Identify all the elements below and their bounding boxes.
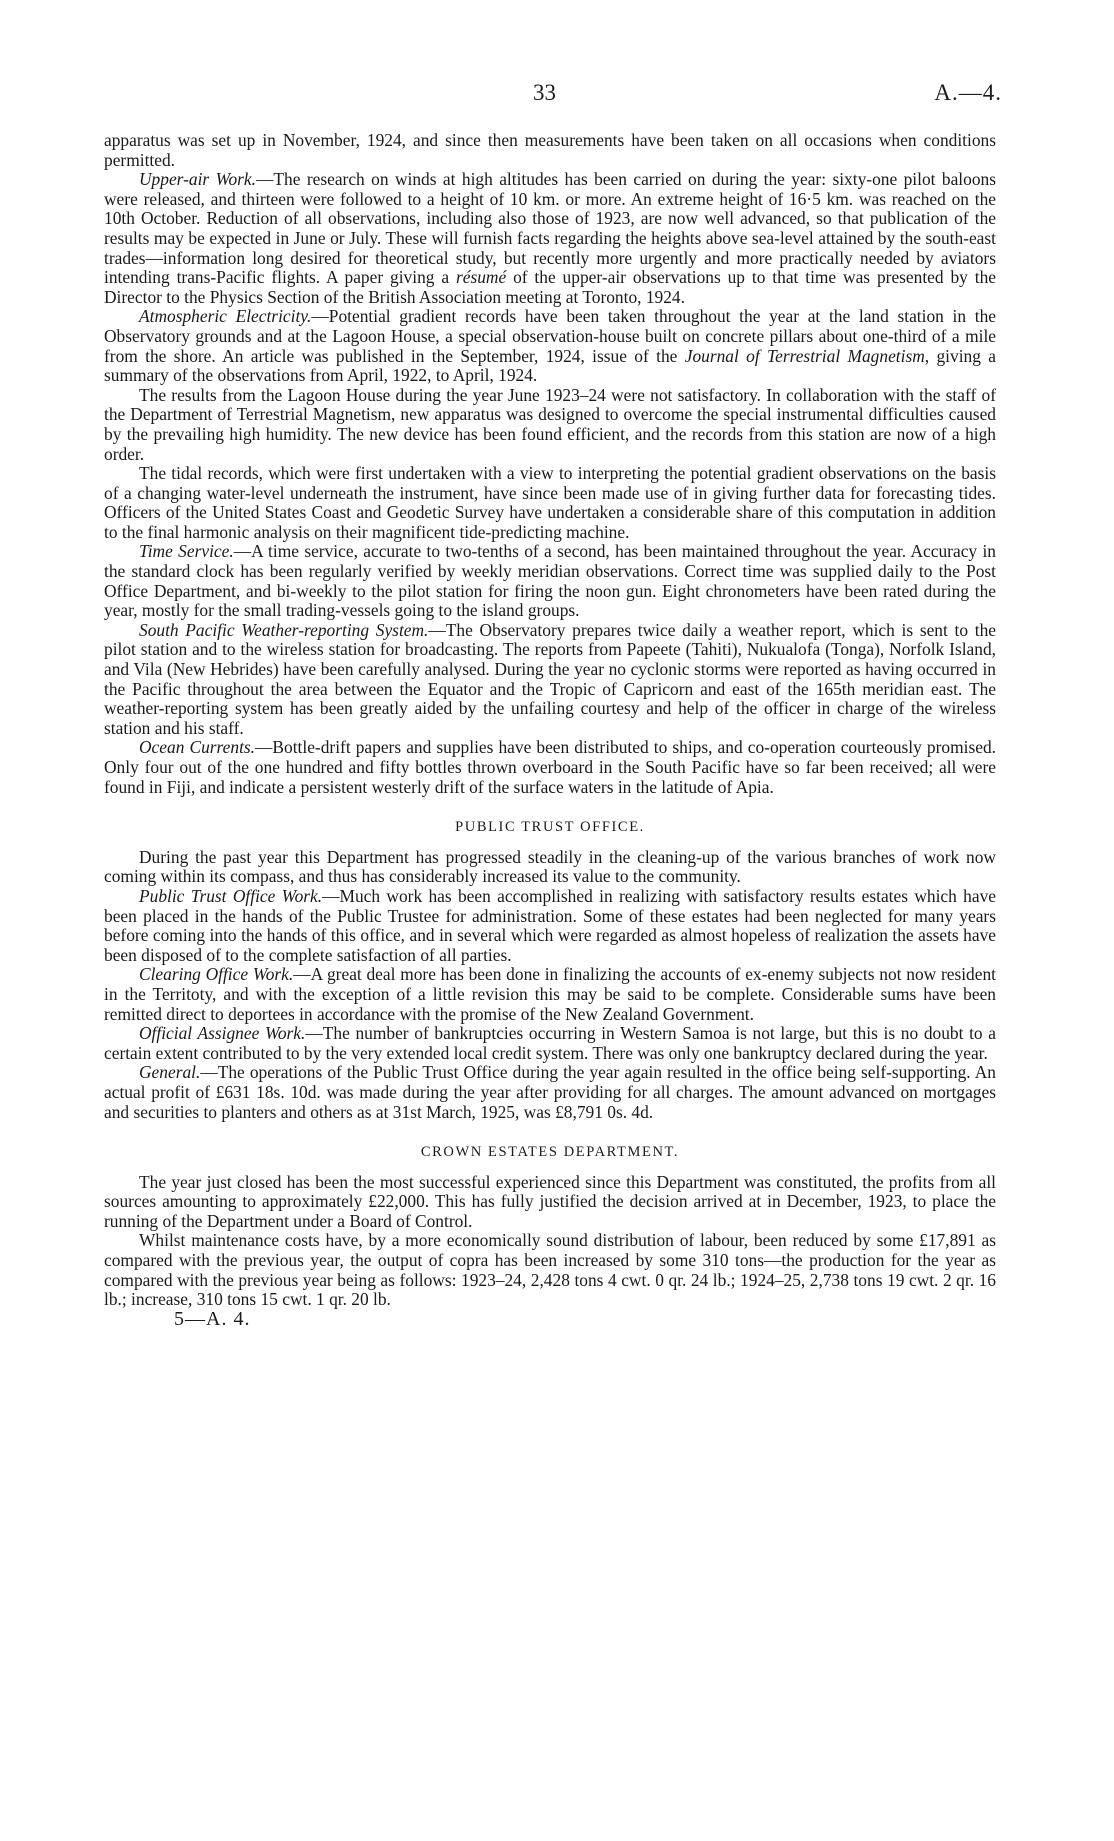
assignee-heading: Official Assignee Work. [139, 1023, 306, 1044]
paragraph-time-service [104, 542, 996, 620]
crown-estates-title: CROWN ESTATES DEPARTMENT. [420, 1144, 680, 1161]
paragraph-upper-air [104, 170, 996, 307]
general-heading: General. [139, 1062, 201, 1083]
clearing-heading: Clearing Office Work. [139, 964, 294, 985]
assignee-text: —The number of bankruptcies occurring in Western Samoa is not large, but this is no doubt to a certain extent contributed to by the very extended local credit system. There was only one bankruptcy declared during the year. [104, 1023, 996, 1063]
paragraph-atmospheric [104, 307, 996, 385]
paragraph-ocean [104, 738, 996, 797]
pto-heading: Public Trust Office Work. [139, 885, 323, 906]
weather-heading: South Pacific Weather-reporting System. [139, 619, 429, 640]
paragraph-crown-estates-1: The year just closed has been the most successful experienced since this Department was constituted, the profits from all sources amounting to approximately £22,000. This has fully justified the decision arrived at in December, 1923, to place the running of the Department under a Board of Control. [104, 1171, 996, 1231]
weather-text: —The Observatory prepares twice daily a weather report, which is sent to the pilot station and to the wireless station for broadcasting. The reports from Papeete (Tahiti), Nukualofa (Tonga), Norfolk Island, and Vila (New Hebrides) have been carefully analysed. During the year no cyclonic storms were reported as having occurred in the Pacific throughout the area between the Equator and the Tropic of Capricorn and east of the 165th meridian east. The weather-reporting system has been greatly aided by the unfailing courtesy and help of the officer in charge of the wireless station and his staff. [104, 619, 996, 738]
journal-title: Journal of Terrestrial Magnetism [684, 345, 925, 366]
footer-signature: 5—A. 4. [174, 1307, 251, 1330]
page-header [0, 80, 1114, 110]
clearing-text: —A great deal more has been done in finalizing the accounts of ex-enemy subjects not now resident in the Territoty, and with the exception of a little revision this may be said to be complete. Considerable sums have been remitted direct to deportees in accordance with the promise of the New Zealand Government. [104, 964, 996, 1024]
document-reference: A.—4. [934, 80, 1002, 105]
paragraph-public-trust-intro: During the past year this Department has progressed steadily in the cleaning-up of the various branches of work now coming within its compass, and thus has considerably increased its value to the community. [104, 846, 996, 887]
general-text: —The operations of the Public Trust Office during the year again resulted in the office being self-supporting. An actual profit of £631 18s. 10d. was made during the year after providing for all charges. The amount advanced on mortgages and securities to planters and others as at 31st March, 1925, was £8,791 0s. 4d. [104, 1062, 996, 1122]
paragraph-tidal: The tidal records, which were first undertaken with a view to interpreting the potential gradient observations on the basis of a changing water-level underneath the instrument, have since been made use of in giving further data for forecasting tides. Officers of the United States Coast and Geodetic Survey have undertaken a considerable share of this computation in addition to the final harmonic analysis on their magnificent tide-predicting machine. [104, 463, 996, 542]
page-number: 33 [533, 80, 556, 105]
ocean-heading: Ocean Currents. [139, 737, 256, 758]
upper-air-heading: Upper-air Work. [139, 169, 256, 190]
time-service-text: —A time service, accurate to two-tenths of a second, has been maintained throughout the year. Accuracy in the standard clock has been regularly verified by weekly meridian observations. Correct time was supplied daily to the Post Office Department, and bi-weekly to the pilot station for firing the noon gun. Eight chronometers have been rated during the year, mostly for the small trading-vessels going to the island groups. [104, 541, 996, 621]
paragraph-clearing-office [104, 965, 996, 1024]
body-text [104, 131, 996, 1329]
atmospheric-text2: , giving a summary of the observations from April, 1922, to April, 1924. [104, 345, 996, 386]
paragraph-official-assignee [104, 1024, 996, 1063]
upper-air-text: —The research on winds at high altitudes has been carried on during the year: sixty-one pilot baloons were released, and thirteen were followed to a height of 10 km. or more. An extreme height of 16·5 km. was reached on the 10th October. Reduction of all observations, including also those of 1923, are now well advanced, so that publication of the results may be expected in June or July. These will furnish facts regarding the heights above sea-level attained by the south-east trades—information long desired for theoretical study, but recently more urgently and more practically needed by aviators intending trans-Pacific flights. A paper giving a [104, 169, 996, 288]
time-service-heading: Time Service. [139, 541, 234, 562]
paragraph-apparatus: apparatus was set up in November, 1924, and since then measurements have been taken on all occasions when conditions permitted. [104, 130, 996, 170]
paragraph-crown-estates-2: Whilst maintenance costs have, by a more economically sound distribution of labour, been reduced by some £17,891 as compared with the previous year, the output of copra has been increased by some 310 tons—the production for the year as compared with the previous year being as follows: 1923–24, 2,428 tons 4 cwt. 0 qr. 24 lb.; 1924–25, 2,738 tons 19 cwt. 2 qr. 16 lb.; increase, 310 tons 15 cwt. 1 qr. 20 lb. [104, 1230, 996, 1310]
ocean-text: —Bottle-drift papers and supplies have been distributed to ships, and co-operation courteously promised. Only four out of the one hundred and fifty bottles thrown overboard in the South Pacific have so far been received; all were found in Fiji, and indicate a persistent westerly drift of the surface waters in the latitude of Apia. [104, 737, 996, 797]
public-trust-title: PUBLIC TRUST OFFICE. [455, 819, 645, 836]
paragraph-lagoon: The results from the Lagoon House during the year June 1923–24 were not satisfactory. In collaboration with the staff of the Department of Terrestrial Magnetism, new apparatus was designed to overcome the special instrumental difficulties caused by the prevailing high humidity. The new device has been found efficient, and the records from this station are now of a high order. [104, 384, 996, 464]
atmospheric-text: —Potential gradient records have been taken throughout the year at the land station in the Observatory grounds and at the Lagoon House, a special observation-house built on concrete pillars about one-third of a mile from the shore. An article was published in the September, 1924, issue of the [104, 306, 996, 366]
pto-text: —Much work has been accomplished in realizing with satisfactory results estates which have been placed in the hands of the Public Trustee for administration. Some of these estates had been neglected for many years before coming into the hands of this office, and in several which were regarded as almost hopeless of realization the assets have been disposed of to the complete satisfaction of all parties. [104, 885, 996, 965]
paragraph-weather [104, 621, 996, 739]
upper-air-resume: résumé [455, 267, 507, 288]
paragraph-general [104, 1063, 996, 1122]
paragraph-public-trust-work [104, 887, 996, 965]
upper-air-text2: of the upper-air observations up to that time was presented by the Director to the Physics Section of the British Association meeting at Toronto, 1924. [104, 267, 996, 307]
atmospheric-heading: Atmospheric Electricity. [139, 306, 312, 327]
